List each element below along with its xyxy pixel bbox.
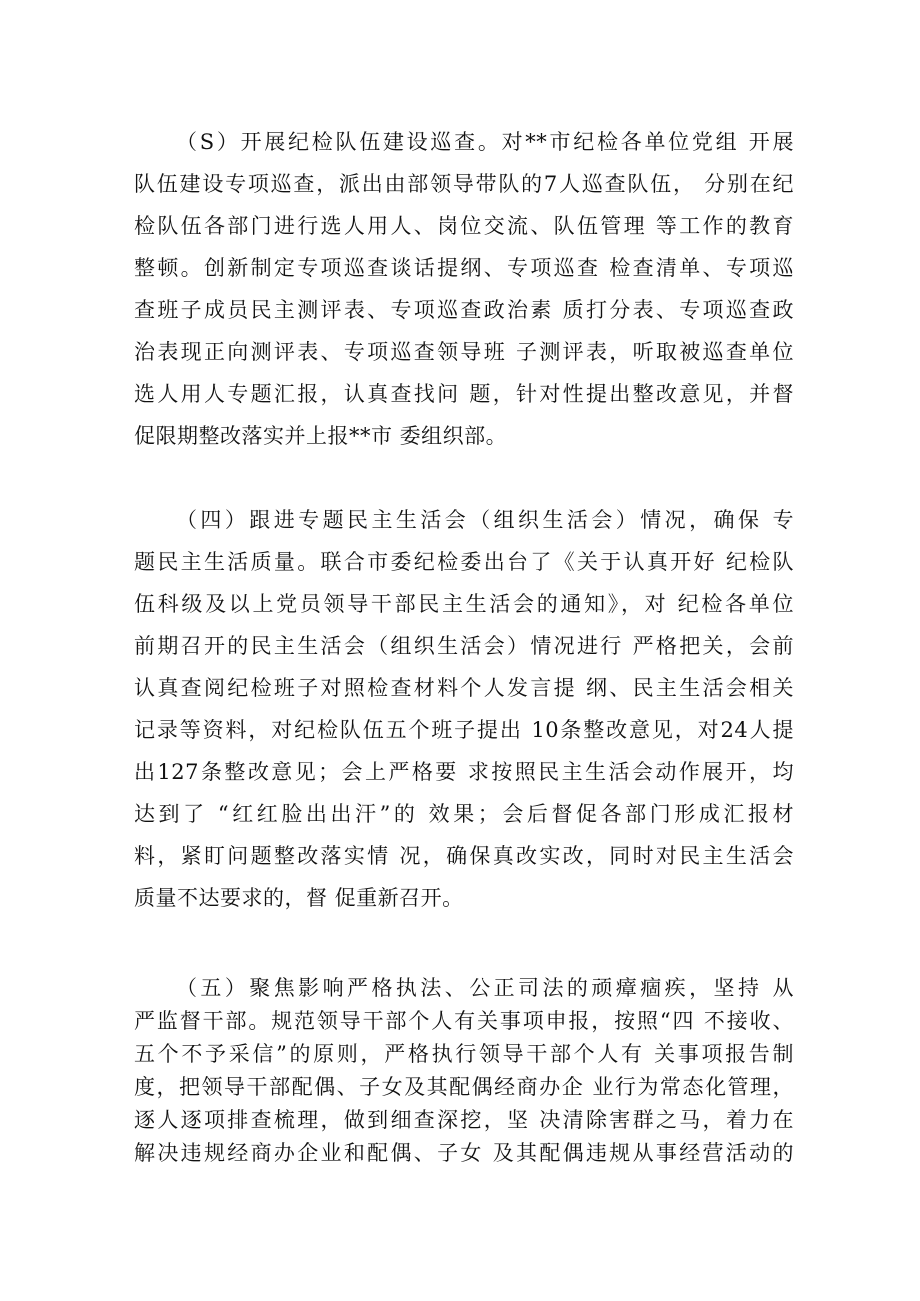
paragraph-3-line-6: 解决违规经商办企业和配偶、子女 及其配偶违规从事经营活动的	[134, 1141, 794, 1165]
paragraph-2-line-1: （四）跟进专题民主生活会（组织生活会）情况，确保 专	[176, 508, 794, 532]
paragraph-1-line-7: 选人用人专题汇报，认真查找问 题，针对性提出整改意见，并督	[134, 382, 794, 406]
paragraph-2-line-2: 题民主生活质量。联合市委纪检委出台了《关于认真开好 纪检队	[134, 550, 794, 574]
paragraph-2-line-3: 伍科级及以上党员领导干部民主生活会的通知》，对 纪检各单位	[134, 592, 794, 616]
paragraph-2-line-6: 记录等资料，对纪检队伍五个班子提出 10条整改意见，对24人提	[134, 718, 794, 742]
paragraph-3-line-1: （五）聚焦影响严格执法、公正司法的顽瘴痼疾，坚持 从	[176, 976, 794, 1000]
paragraph-1-line-5: 查班子成员民主测评表、专项巡查政治素 质打分表、专项巡查政	[134, 298, 794, 322]
paragraph-3-line-4: 度，把领导干部配偶、子女及其配偶经商办企 业行为常态化管理，	[134, 1075, 794, 1099]
paragraph-2-line-8: 达到了 “红红脸出出汗”的 效果；会后督促各部门形成汇报材	[134, 802, 794, 826]
paragraph-2-line-10: 质量不达要求的，督 促重新召开。	[134, 886, 464, 910]
paragraph-1-line-8: 促限期整改落实并上报**市 委组织部。	[134, 424, 508, 448]
paragraph-1-line-2: 队伍建设专项巡查，派出由部领导带队的7人巡查队伍， 分别在纪	[134, 172, 794, 196]
paragraph-1-line-3: 检队伍各部门进行选人用人、岗位交流、队伍管理 等工作的教育	[134, 214, 794, 238]
paragraph-1-line-6: 治表现正向测评表、专项巡查领导班 子测评表，听取被巡查单位	[134, 340, 794, 364]
paragraph-2-line-5: 认真查阅纪检班子对照检查材料个人发言提 纲、民主生活会相关	[134, 676, 794, 700]
paragraph-3-line-3: 五个不予采信”的原则，严格执行领导干部个人有 关事项报告制	[134, 1042, 794, 1066]
paragraph-3-line-5: 逐人逐项排查梳理，做到细查深挖，坚 决清除害群之马，着力在	[134, 1108, 794, 1132]
paragraph-2-line-7: 出127条整改意见；会上严格要 求按照民主生活会动作展开，均	[134, 760, 794, 784]
paragraph-2-line-4: 前期召开的民主生活会（组织生活会）情况进行 严格把关，会前	[134, 634, 794, 658]
paragraph-3-line-2: 严监督干部。规范领导干部个人有关事项申报，按照“四 不接收、	[134, 1009, 794, 1033]
paragraph-1-line-4: 整顿。创新制定专项巡查谈话提纲、专项巡查 检查清单、专项巡	[134, 256, 794, 280]
paragraph-2-line-9: 料，紧盯问题整改落实情 况，确保真改实改，同时对民主生活会	[134, 844, 794, 868]
paragraph-1-line-1: （S）开展纪检队伍建设巡查。对**市纪检各单位党组 开展	[176, 130, 794, 154]
